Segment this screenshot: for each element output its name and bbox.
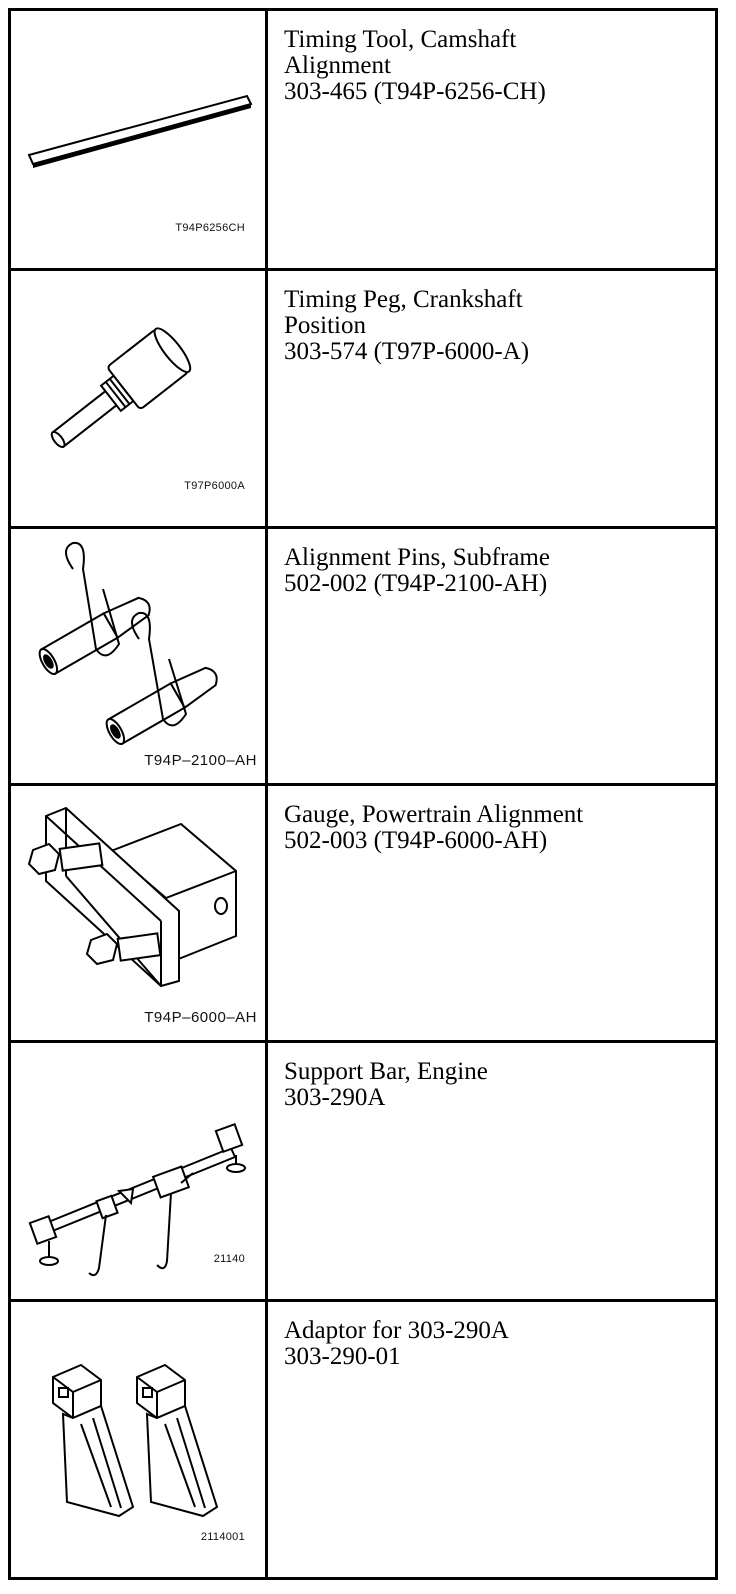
tool-row-camshaft-alignment xyxy=(11,11,715,271)
tool-image-code: T94P–6000–AH xyxy=(144,1009,257,1026)
tool-row-engine-support-bar xyxy=(11,1043,715,1302)
tool-image-code: 21140 xyxy=(213,1253,245,1265)
tool-image-code: T94P6256CH xyxy=(175,222,245,234)
tool-part-number: 303-574 (T97P-6000-A) xyxy=(284,338,530,365)
tool-row-subframe-alignment-pins xyxy=(11,529,715,786)
tool-part-number: 502-002 (T94P-2100-AH) xyxy=(284,570,548,597)
tool-illustration-cell xyxy=(11,529,268,783)
tool-description-cell xyxy=(268,1302,715,1577)
tool-name: Timing Peg, Crankshaft Position xyxy=(284,286,523,339)
tool-row-support-bar-adaptor xyxy=(11,1302,715,1577)
tool-name: Timing Tool, Camshaft Alignment xyxy=(284,26,517,79)
tool-illustration-cell xyxy=(11,11,268,268)
tool-description-cell xyxy=(268,1043,715,1299)
tool-image-code: T97P6000A xyxy=(184,480,245,492)
tool-name: Alignment Pins, Subframe xyxy=(284,544,550,571)
tool-image-code: T94P–2100–AH xyxy=(144,752,257,769)
tool-description-cell xyxy=(268,271,715,526)
tool-description-cell xyxy=(268,786,715,1040)
powertrain-alignment-gauge-illustration xyxy=(11,786,265,1040)
special-tools-table xyxy=(8,8,718,1580)
tool-name: Gauge, Powertrain Alignment xyxy=(284,801,584,828)
tool-part-number: 502-003 (T94P-6000-AH) xyxy=(284,827,548,854)
tool-row-powertrain-alignment-gauge xyxy=(11,786,715,1043)
tool-description-cell xyxy=(268,11,715,268)
tool-part-number: 303-465 (T94P-6256-CH) xyxy=(284,78,546,105)
tool-illustration-cell xyxy=(11,786,268,1040)
tool-row-crankshaft-timing-peg xyxy=(11,271,715,529)
tool-description-cell xyxy=(268,529,715,783)
subframe-alignment-pins-illustration xyxy=(11,529,265,783)
tool-part-number: 303-290-01 xyxy=(284,1343,401,1370)
tool-part-number: 303-290A xyxy=(284,1084,386,1111)
tool-name: Adaptor for 303-290A xyxy=(284,1317,509,1344)
tool-illustration-cell xyxy=(11,271,268,526)
tool-illustration-cell xyxy=(11,1302,268,1577)
tool-name: Support Bar, Engine xyxy=(284,1058,488,1085)
tool-image-code: 2114001 xyxy=(200,1531,245,1543)
tool-illustration-cell xyxy=(11,1043,268,1299)
